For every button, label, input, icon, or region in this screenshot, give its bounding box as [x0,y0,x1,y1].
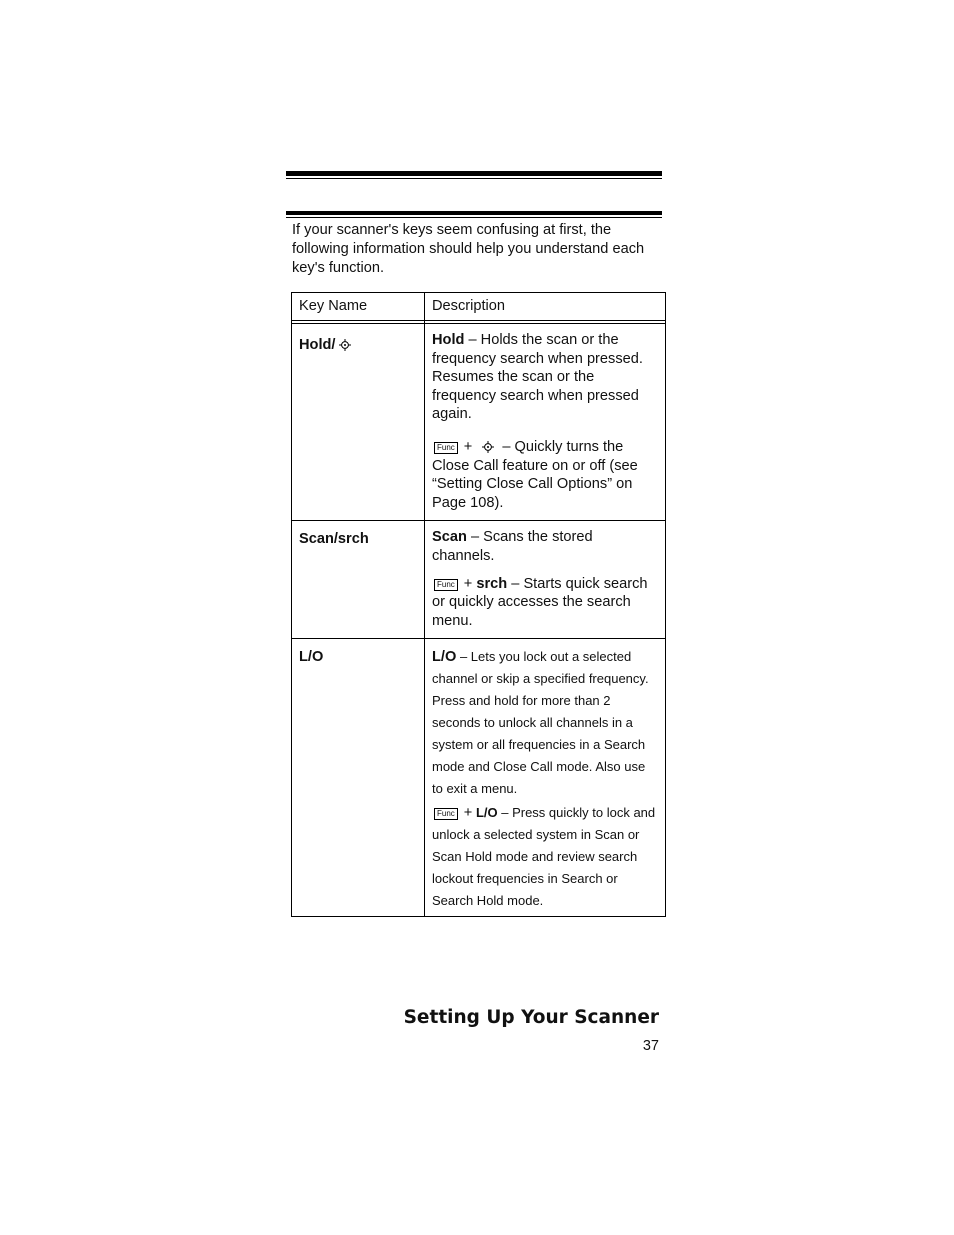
key-name-hold: Hold/ [299,337,336,353]
description-text: – Starts quick search or quickly accesses the search menu. [432,575,648,629]
description-text: – Lets you lock out a selected channel or skip a specified frequency. Press and hold for more than 2 seconds to unlock all channels in a system or all frequencies in a Search mode and Close Call mode. Also use to exit a menu. [432,649,649,797]
table-row [292,521,666,639]
key-cell [292,324,425,521]
description-keyword: Scan [432,529,467,546]
plus-sign: + [463,438,473,455]
key-cell [292,639,425,917]
description-cell [425,521,666,639]
section-rule-thick [286,211,662,215]
description-text: – Holds the scan or the frequency search when pressed. Resumes the scan or the frequency search when pressed again. [432,332,643,423]
description-paragraph [432,331,658,424]
table-header-row [292,293,666,321]
section-title: Setting Up Your Scanner [403,1007,659,1028]
top-rule-thick [286,171,662,176]
table-row [292,324,666,521]
description-keyword: L/O [432,649,457,666]
description-cell [425,639,666,917]
func-key-icon: Func [434,808,458,820]
section-rule-thin [286,217,662,218]
description-paragraph [432,575,658,631]
func-key-icon: Func [434,442,458,454]
key-cell [292,521,425,639]
close-call-icon [482,441,494,453]
description-paragraph [432,438,658,512]
plus-sign: + [463,575,473,592]
plus-sign: + [463,805,473,822]
description-text: – Quickly turns the Close Call feature on or off (see “Setting Close Call Options” on Page 108). [432,438,638,511]
header-description: Description [425,293,666,321]
description-paragraph [432,646,658,800]
func-key-icon: Func [434,579,458,591]
table-row [292,639,666,917]
page-number: 37 [642,1038,659,1054]
key-name-lo: L/O [299,649,324,666]
intro-paragraph: If your scanner's keys seem confusing at first, the following information should help you understand each key's function. [292,222,645,276]
key-function-table [291,292,666,917]
close-call-icon [339,339,351,351]
description-text: – Press quickly to lock and unlock a selected system in Scan or Scan Hold mode and review search lockout frequencies in Search or Search Hold mode. [432,805,656,909]
description-text: – Scans the stored channels. [432,529,593,564]
description-keyword: L/O [475,805,498,821]
description-keyword: srch [476,575,508,592]
description-cell [425,324,666,521]
description-paragraph [432,802,658,912]
top-rule-thin [286,178,662,179]
header-key-name: Key Name [292,293,425,321]
description-paragraph [432,528,658,565]
description-keyword: Hold [432,332,465,348]
key-name-scan-srch: Scan/srch [299,531,369,548]
